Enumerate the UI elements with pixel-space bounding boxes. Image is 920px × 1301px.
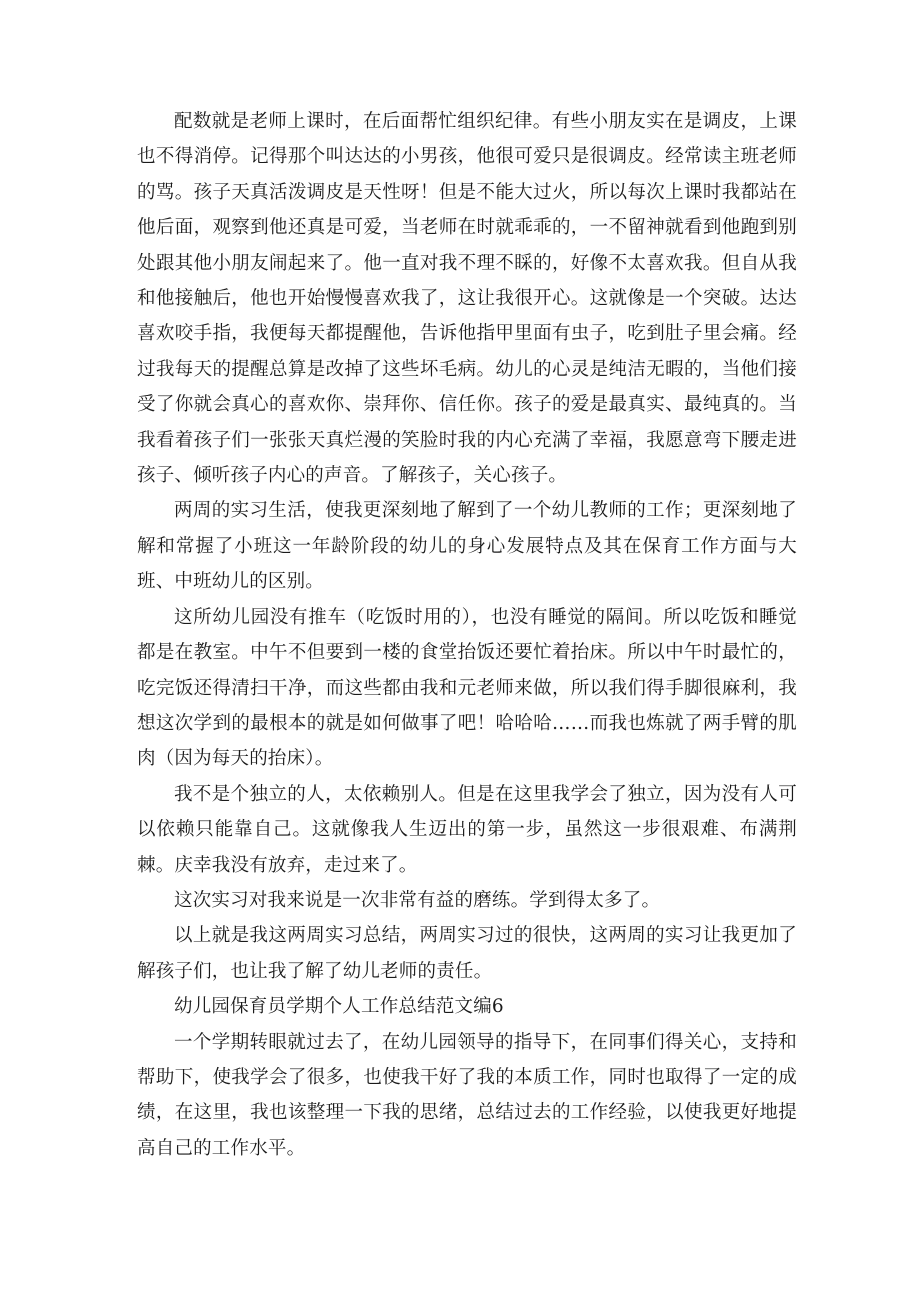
body-paragraph: 这次实习对我来说是一次非常有益的磨练。学到得太多了。 — [174, 889, 661, 911]
body-paragraph: 配数就是老师上课时，在后面帮忙组织纪律。有些小朋友实在是调皮，上课也不得消停。记得那个叫达达的小男孩，他很可爱只是很调皮。经常读主班老师的骂。孩子天真活泼调皮是天性呀！但是不能大过火，所以每次上课时我都站在他后面，观察到他还真是可爱，当老师在时就乖乖的，一不留神就看到他跑到别处跟其他小朋友闹起来了。他一直对我不理不睬的，好像不太喜欢我。但自从我和他接触后，他也开始慢慢喜欢我了，这让我很开心。这就像是一个突破。达达喜欢咬手指，我便每天都提醒他，告诉他指甲里面有虫子，吃到肚子里会痛。经过我每天的提醒总算是改掉了这些坏毛病。幼儿的心灵是纯洁无暇的，当他们接受了你就会真心的喜欢你、崇拜你、信任你。孩子的爱是最真实、最纯真的。当我看着孩子们一张张天真烂漫的笑脸时我的内心充满了幸福，我愿意弯下腰走进孩子、倾听孩子内心的声音。了解孩子，关心孩子。 — [137, 111, 797, 487]
body-paragraph: 我不是个独立的人，太依赖别人。但是在这里我学会了独立，因为没有人可以依赖只能靠自己。这就像我人生迈出的第一步，虽然这一步很艰难、布满荆棘。庆幸我没有放弃，走过来了。 — [137, 783, 797, 876]
body-paragraph: 以上就是我这两周实习总结，两周实习过的很快，这两周的实习让我更加了解孩子们，也让我了解了幼儿老师的责任。 — [137, 925, 797, 982]
body-paragraph: 一个学期转眼就过去了，在幼儿园领导的指导下，在同事们得关心，支持和帮助下，使我学会了很多，也使我干好了我的本质工作，同时也取得了一定的成绩，在这里，我也该整理一下我的思绪，总结过去的工作经验，以使我更好地提高自己的工作水平。 — [137, 1031, 797, 1159]
document-page — [137, 104, 797, 1166]
section-heading: 幼儿园保育员学期个人工作总结范文编6 — [174, 996, 504, 1018]
body-paragraph: 两周的实习生活，使我更深刻地了解到了一个幼儿教师的工作；更深刻地了解和常握了小班这一年龄阶段的幼儿的身心发展特点及其在保育工作方面与大班、中班幼儿的区别。 — [137, 500, 797, 593]
body-paragraph: 这所幼儿园没有推车（吃饭时用的），也没有睡觉的隔间。所以吃饭和睡觉都是在教室。中午不但要到一楼的食堂抬饭还要忙着抬床。所以中午时最忙的，吃完饭还得清扫干净，而这些都由我和元老师来做，所以我们得手脚很麻利，我想这次学到的最根本的就是如何做事了吧！哈哈哈……而我也炼就了两手臂的肌肉（因为每天的抬床）。 — [137, 606, 797, 770]
